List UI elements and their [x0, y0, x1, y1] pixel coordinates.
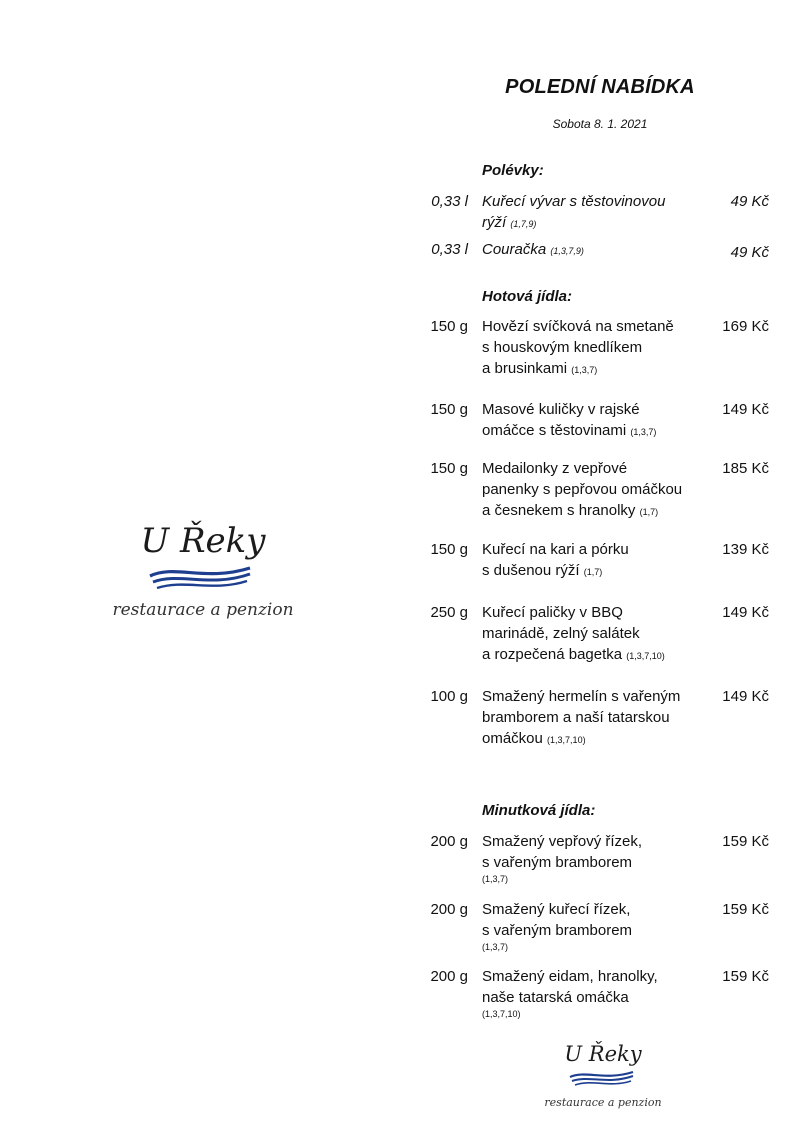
item-name-line: Hovězí svíčková na smetaně [482, 318, 674, 335]
item-price: 149 Kč [722, 401, 769, 418]
item-allergens: (1,3,7,10) [547, 735, 586, 745]
logo-name: U Řeky [140, 521, 266, 561]
menu-date: Sobota 8. 1. 2021 [552, 117, 648, 131]
item-quantity: 150 g [430, 541, 468, 558]
item-name [482, 966, 707, 1020]
item-name-line: marinádě, zelný salátek [482, 625, 640, 642]
item-name-line: Smažený eidam, hranolky, [482, 968, 658, 985]
item-price: 149 Kč [722, 604, 769, 621]
item-allergens: (1,3,7) [482, 942, 509, 952]
page-title: POLEDNÍ NABÍDKA [505, 76, 695, 98]
item-name-line: a brusinkami (1,3,7) [482, 360, 598, 377]
item-name-line: rýží (1,7,9) [482, 214, 537, 231]
item-name-line: Medailonky z vepřové [482, 460, 628, 477]
item-name-line: omáčkou (1,3,7,10) [482, 730, 586, 747]
item-quantity: 200 g [430, 833, 468, 850]
wave-icon [572, 1076, 633, 1081]
item-quantity: 150 g [430, 460, 468, 477]
item-name-line: Smažený hermelín s vařeným [482, 688, 681, 705]
logo-tagline: restaurace a penzion [544, 1096, 662, 1109]
item-name [482, 539, 707, 583]
section-heading-minute-meals: Minutková jídla: [482, 802, 596, 819]
item-name-line: panenky s pepřovou omáčkou [482, 481, 683, 498]
logo-name: U Řeky [564, 1042, 642, 1066]
wave-icon [157, 581, 247, 588]
item-allergens: (1,3,7,10) [482, 1009, 521, 1019]
item-name-line: Kuřecí vývar s těstovinovou [482, 193, 666, 210]
item-price: 169 Kč [722, 318, 769, 335]
item-price: 49 Kč [730, 193, 769, 210]
item-name-line: naše tatarská omáčka [482, 989, 629, 1006]
item-allergens: (1,3,7) [630, 427, 657, 437]
wave-icon [575, 1081, 631, 1085]
item-name-line: Kuřecí na kari a pórku [482, 541, 629, 558]
item-name-line: Kuřecí paličky v BBQ [482, 604, 623, 621]
item-name-line: a česnekem s hranolky (1,7) [482, 502, 659, 519]
item-price: 159 Kč [722, 833, 769, 850]
item-name-line: s houskovým knedlíkem [482, 339, 643, 356]
item-name-line: s vařeným bramborem [482, 854, 633, 871]
item-name-line: s vařeným bramborem [482, 922, 633, 939]
item-name-line: a rozpečená bagetka (1,3,7,10) [482, 646, 665, 663]
item-price: 159 Kč [722, 901, 769, 918]
item-name [482, 399, 707, 443]
item-quantity: 200 g [430, 901, 468, 918]
item-quantity: 200 g [430, 968, 468, 985]
item-allergens: (1,7) [583, 567, 603, 577]
item-quantity: 150 g [430, 401, 468, 418]
item-name [482, 191, 707, 235]
item-quantity: 100 g [430, 688, 468, 705]
section-heading-ready-meals: Hotová jídla: [482, 288, 573, 305]
item-name [482, 602, 707, 667]
item-allergens: (1,3,7,9) [550, 246, 584, 256]
item-name-line: s dušenou rýží (1,7) [482, 562, 603, 579]
wave-icon [150, 568, 250, 576]
item-price: 49 Kč [730, 244, 769, 261]
item-name [482, 316, 707, 381]
item-quantity: 150 g [430, 318, 468, 335]
logo-tagline: restaurace a penzion [112, 600, 294, 620]
item-name-line: Smažený vepřový řízek, [482, 833, 643, 850]
item-name-line: Couračka (1,3,7,9) [482, 241, 584, 258]
item-name [482, 458, 707, 523]
item-name [482, 239, 707, 262]
item-price: 149 Kč [722, 688, 769, 705]
section-heading-soups: Polévky: [482, 162, 544, 179]
item-allergens: (1,7,9) [510, 219, 537, 229]
item-name [482, 686, 707, 751]
wave-icon [570, 1072, 633, 1077]
item-quantity: 0,33 l [431, 193, 468, 210]
item-name-line: bramborem a naší tatarskou [482, 709, 670, 726]
wave-icon [153, 574, 250, 582]
restaurant-logo [95, 512, 310, 622]
item-name [482, 899, 707, 953]
item-price: 159 Kč [722, 968, 769, 985]
item-name-line: Smažený kuřecí řízek, [482, 901, 631, 918]
item-name [482, 831, 707, 885]
item-allergens: (1,7) [639, 507, 659, 517]
item-price: 185 Kč [722, 460, 769, 477]
item-quantity: 250 g [430, 604, 468, 621]
item-quantity: 0,33 l [431, 241, 468, 258]
restaurant-logo-small [535, 1036, 670, 1112]
item-allergens: (1,3,7,10) [626, 651, 665, 661]
item-allergens: (1,3,7) [482, 874, 509, 884]
item-name-line: omáčce s těstovinami (1,3,7) [482, 422, 657, 439]
item-allergens: (1,3,7) [571, 365, 598, 375]
item-name-line: Masové kuličky v rajské [482, 401, 640, 418]
item-price: 139 Kč [722, 541, 769, 558]
